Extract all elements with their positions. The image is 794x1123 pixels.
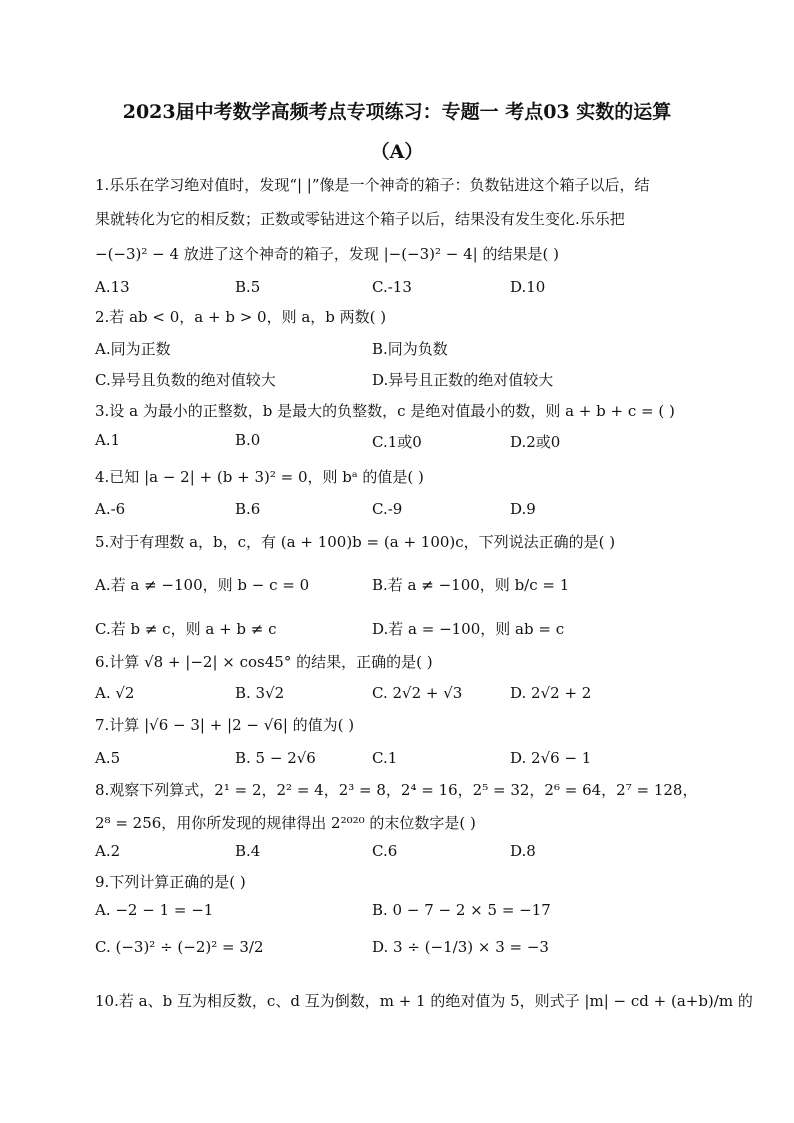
page-subtitle: （A） [370,141,424,163]
q3-option-a: A.1 [95,431,121,449]
q1-line1: 1.乐乐在学习绝对值时，发现“| |”像是一个神奇的箱子：负数钻进这个箱子以后，结 [95,176,650,194]
q8-option-a: A.2 [95,842,121,860]
q7-option-d: D. 2√6 − 1 [510,749,592,767]
q1-option-d: D.10 [510,278,546,296]
q1-option-b: B.5 [235,278,261,296]
q2-option-d: D.异号且正数的绝对值较大 [372,371,554,389]
q5-option-d: D.若 a = −100，则 ab = c [372,620,565,638]
q6-line1: 6.计算 √8 + |−2| × cos45° 的结果，正确的是( ) [95,653,433,671]
q2-option-c: C.异号且负数的绝对值较大 [95,371,276,389]
q2-option-a: A.同为正数 [95,340,171,358]
q2-line1: 2.若 ab < 0，a + b > 0，则 a，b 两数( ) [95,308,387,326]
q5-option-c: C.若 b ≠ c，则 a + b ≠ c [95,620,277,638]
q6-option-a: A. √2 [95,684,135,702]
q7-line1: 7.计算 |√6 − 3| + |2 − √6| 的值为( ) [95,716,355,734]
q5-option-b: B.若 a ≠ −100，则 b/c = 1 [372,576,570,594]
q3-line1: 3.设 a 为最小的正整数，b 是最大的负整数，c 是绝对值最小的数，则 a + b + c = ( ) [95,402,675,420]
q1-line3: −(−3)² − 4 放进了这个神奇的箱子，发现 |−(−3)² − 4| 的结果是( ) [95,245,559,263]
q9-option-a: A. −2 − 1 = −1 [95,901,214,919]
q3-option-c: C.1或0 [372,433,422,451]
q7-option-b: B. 5 − 2√6 [235,749,316,767]
q8-option-d: D.8 [510,842,536,860]
q4-option-c: C.-9 [372,500,403,518]
q7-option-a: A.5 [95,749,121,767]
q4-option-d: D.9 [510,500,536,518]
q1-option-c: C.-13 [372,278,412,296]
q7-option-c: C.1 [372,749,398,767]
q9-line1: 9.下列计算正确的是( ) [95,873,246,891]
q8-line1: 8.观察下列算式，2¹ = 2，2² = 4，2³ = 8，2⁴ = 16，2⁵ = 32，2⁶ = 64，2⁷ = 128， [95,781,698,799]
q8-option-b: B.4 [235,842,261,860]
q8-line2: 2⁸ = 256，用你所发现的规律得出 2²⁰²⁰ 的末位数字是( ) [95,814,476,832]
q4-line1: 4.已知 |a − 2| + (b + 3)² = 0，则 bᵃ 的值是( ) [95,468,424,486]
q9-option-b: B. 0 − 7 − 2 × 5 = −17 [372,901,551,919]
q5-option-a: A.若 a ≠ −100，则 b − c = 0 [95,576,310,594]
q4-option-b: B.6 [235,500,261,518]
q6-option-b: B. 3√2 [235,684,285,702]
q4-option-a: A.-6 [95,500,126,518]
page-title: 2023届中考数学高频考点专项练习：专题一 考点03 实数的运算 [122,101,672,123]
q3-option-b: B.0 [235,431,261,449]
q6-option-c: C. 2√2 + √3 [372,684,463,702]
q1-option-a: A.13 [95,278,130,296]
q9-option-d: D. 3 ÷ (−1/3) × 3 = −3 [372,938,549,956]
q9-option-c: C. (−3)² ÷ (−2)² = 3/2 [95,938,264,956]
q8-option-c: C.6 [372,842,398,860]
q2-option-b: B.同为负数 [372,340,448,358]
q5-line1: 5.对于有理数 a，b，c，有 (a + 100)b = (a + 100)c，下列说法正确的是( ) [95,533,616,551]
q1-line2: 果就转化为它的相反数；正数或零钻进这个箱子以后，结果没有发生变化.乐乐把 [95,210,625,228]
q6-option-d: D. 2√2 + 2 [510,684,592,702]
q3-option-d: D.2或0 [510,433,561,451]
q10-line1: 10.若 a、b 互为相反数，c、d 互为倒数，m + 1 的绝对值为 5，则式子 |m| − cd + (a+b)/m 的 [95,992,753,1010]
